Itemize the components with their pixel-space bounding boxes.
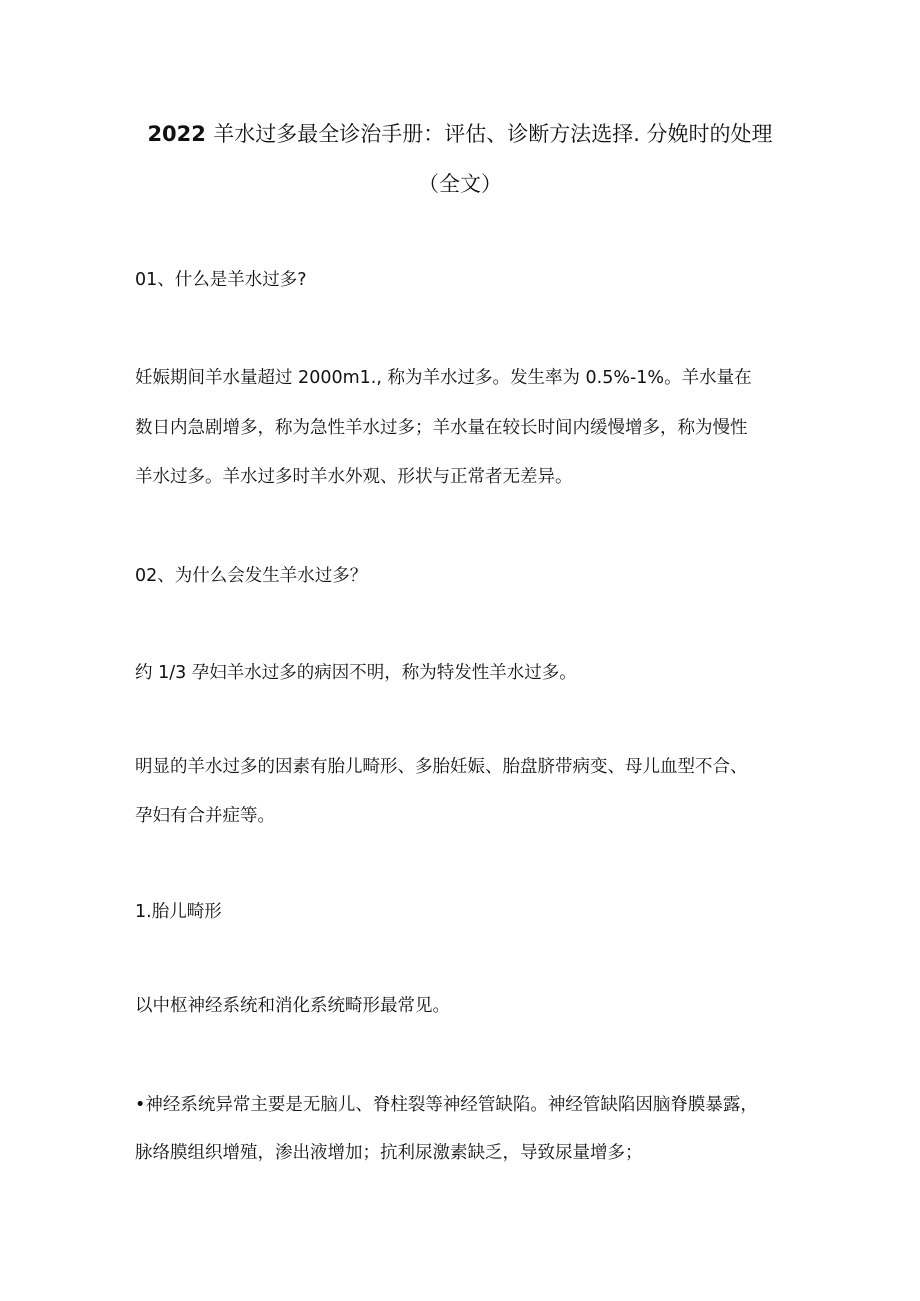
- paragraph-line: 孕妇有合并症等。: [135, 806, 275, 826]
- title-text: 羊水过多最全诊治手册：评估、诊断方法选择. 分娩时的处理: [213, 122, 773, 146]
- paragraph-line: •神经系统异常主要是无脑儿、脊柱裂等神经管缺陷。神经管缺陷因脑脊膜暴露，: [135, 1095, 758, 1115]
- section-heading-01: 01、什么是羊水过多?: [135, 270, 307, 290]
- document-title: [0, 118, 920, 148]
- section-heading-02: 02、为什么会发生羊水过多？: [135, 566, 368, 586]
- paragraph-line: 以中枢神经系统和消化系统畸形最常见。: [135, 996, 450, 1016]
- document-subtitle: （全文）: [418, 172, 502, 196]
- paragraph-line: 数日内急剧增多，称为急性羊水过多；羊水量在较长时间内缓慢增多，称为慢性: [135, 418, 748, 438]
- title-year: 2022: [147, 122, 206, 146]
- paragraph-line: 明显的羊水过多的因素有胎儿畸形、多胎妊娠、胎盘脐带病变、母儿血型不合、: [135, 757, 748, 777]
- paragraph-line: 羊水过多。羊水过多时羊水外观、形状与正常者无差异。: [135, 467, 573, 487]
- subheading-fetal-malformation: 1.胎儿畸形: [135, 902, 222, 922]
- paragraph-line: 妊娠期间羊水量超过 2000m1., 称为羊水过多。发生率为 0.5%-1%。羊水量在: [135, 368, 752, 388]
- paragraph-line: 约 1/3 孕妇羊水过多的病因不明，称为特发性羊水过多。: [135, 663, 577, 683]
- paragraph-line: 脉络膜组织增殖，渗出液增加；抗利尿激素缺乏，导致尿量增多；: [135, 1143, 643, 1163]
